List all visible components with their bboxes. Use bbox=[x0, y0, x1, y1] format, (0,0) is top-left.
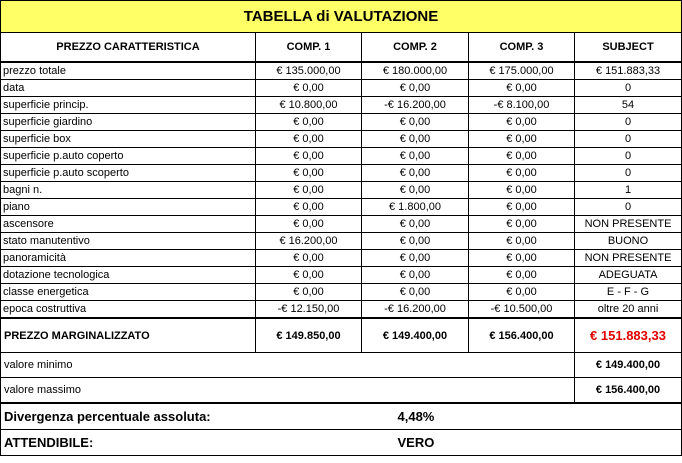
cell-subject[interactable]: 0 bbox=[575, 165, 682, 182]
cell-comp-3[interactable]: € 0,00 bbox=[469, 267, 575, 284]
cell-comp-2[interactable]: € 0,00 bbox=[362, 250, 469, 267]
header-subject[interactable]: SUBJECT bbox=[575, 33, 682, 63]
cell-comp-1[interactable]: € 0,00 bbox=[256, 165, 362, 182]
table-row bbox=[1, 165, 682, 182]
cell-label[interactable]: epoca costruttiva bbox=[1, 301, 256, 319]
cell-label[interactable]: superficie giardino bbox=[1, 114, 256, 131]
divergenza-value[interactable]: 4,48% bbox=[362, 403, 575, 430]
attendibile-label[interactable]: ATTENDIBILE: bbox=[1, 430, 362, 456]
cell-label[interactable]: panoramicità bbox=[1, 250, 256, 267]
cell-label[interactable]: data bbox=[1, 80, 256, 97]
table-row bbox=[1, 148, 682, 165]
table-row bbox=[1, 114, 682, 131]
cell-comp-2[interactable]: € 0,00 bbox=[362, 148, 469, 165]
cell-comp-2[interactable]: € 0,00 bbox=[362, 267, 469, 284]
cell-comp-3[interactable]: € 175.000,00 bbox=[469, 62, 575, 80]
min-value[interactable]: € 149.400,00 bbox=[575, 353, 682, 378]
cell-comp-2[interactable]: -€ 16.200,00 bbox=[362, 97, 469, 114]
cell-label[interactable]: superficie box bbox=[1, 131, 256, 148]
cell-subject[interactable]: 0 bbox=[575, 199, 682, 216]
cell-label[interactable]: superficie princip. bbox=[1, 97, 256, 114]
title-row bbox=[1, 1, 682, 33]
marginalizzato-label[interactable]: PREZZO MARGINALIZZATO bbox=[1, 318, 256, 353]
cell-comp-1[interactable]: € 0,00 bbox=[256, 216, 362, 233]
cell-subject[interactable]: € 151.883,33 bbox=[575, 62, 682, 80]
table-row bbox=[1, 131, 682, 148]
table-row bbox=[1, 199, 682, 216]
marginalizzato-comp-2[interactable]: € 149.400,00 bbox=[362, 318, 469, 353]
marginalizzato-comp-1[interactable]: € 149.850,00 bbox=[256, 318, 362, 353]
cell-comp-3[interactable]: € 0,00 bbox=[469, 284, 575, 301]
cell-subject[interactable]: E - F - G bbox=[575, 284, 682, 301]
cell-comp-2[interactable]: € 0,00 bbox=[362, 114, 469, 131]
cell-comp-1[interactable]: € 0,00 bbox=[256, 284, 362, 301]
cell-comp-3[interactable]: -€ 8.100,00 bbox=[469, 97, 575, 114]
cell-comp-2[interactable]: € 0,00 bbox=[362, 284, 469, 301]
attendibile-empty bbox=[575, 430, 682, 456]
marginalizzato-row bbox=[1, 318, 682, 353]
cell-comp-1[interactable]: € 0,00 bbox=[256, 267, 362, 284]
cell-comp-3[interactable]: -€ 10.500,00 bbox=[469, 301, 575, 319]
cell-comp-2[interactable]: € 0,00 bbox=[362, 131, 469, 148]
max-row bbox=[1, 378, 682, 404]
attendibile-row bbox=[1, 430, 682, 456]
cell-label[interactable]: dotazione tecnologica bbox=[1, 267, 256, 284]
cell-comp-2[interactable]: € 1.800,00 bbox=[362, 199, 469, 216]
cell-subject[interactable]: 0 bbox=[575, 80, 682, 97]
cell-comp-2[interactable]: -€ 16.200,00 bbox=[362, 301, 469, 319]
cell-comp-1[interactable]: € 0,00 bbox=[256, 250, 362, 267]
header-prezzo-caratteristica[interactable]: PREZZO CARATTERISTICA bbox=[1, 33, 256, 63]
table-row bbox=[1, 62, 682, 80]
table-row bbox=[1, 250, 682, 267]
cell-label[interactable]: prezzo totale bbox=[1, 62, 256, 80]
header-row bbox=[1, 33, 682, 63]
header-comp-3[interactable]: COMP. 3 bbox=[469, 33, 575, 63]
divergenza-label[interactable]: Divergenza percentuale assoluta: bbox=[1, 403, 362, 430]
cell-subject[interactable]: 54 bbox=[575, 97, 682, 114]
cell-comp-1[interactable]: € 16.200,00 bbox=[256, 233, 362, 250]
cell-comp-1[interactable]: € 10.800,00 bbox=[256, 97, 362, 114]
cell-subject[interactable]: 1 bbox=[575, 182, 682, 199]
cell-subject[interactable]: 0 bbox=[575, 148, 682, 165]
cell-comp-1[interactable]: € 0,00 bbox=[256, 80, 362, 97]
table-row bbox=[1, 233, 682, 250]
cell-comp-3[interactable]: € 0,00 bbox=[469, 182, 575, 199]
attendibile-value[interactable]: VERO bbox=[362, 430, 575, 456]
cell-label[interactable]: superficie p.auto coperto bbox=[1, 148, 256, 165]
divergenza-empty bbox=[575, 403, 682, 430]
cell-comp-3[interactable]: € 0,00 bbox=[469, 233, 575, 250]
cell-subject[interactable]: ADEGUATA bbox=[575, 267, 682, 284]
cell-comp-1[interactable]: -€ 12.150,00 bbox=[256, 301, 362, 319]
cell-comp-1[interactable]: € 0,00 bbox=[256, 182, 362, 199]
table-row bbox=[1, 284, 682, 301]
cell-comp-3[interactable]: € 0,00 bbox=[469, 148, 575, 165]
divergenza-row bbox=[1, 403, 682, 430]
cell-comp-3[interactable]: € 0,00 bbox=[469, 250, 575, 267]
table-row bbox=[1, 267, 682, 284]
max-label[interactable]: valore massimo bbox=[1, 378, 575, 404]
cell-comp-1[interactable]: € 0,00 bbox=[256, 148, 362, 165]
cell-comp-3[interactable]: € 0,00 bbox=[469, 165, 575, 182]
cell-subject[interactable]: 0 bbox=[575, 131, 682, 148]
header-comp-2[interactable]: COMP. 2 bbox=[362, 33, 469, 63]
cell-label[interactable]: stato manutentivo bbox=[1, 233, 256, 250]
cell-comp-3[interactable]: € 0,00 bbox=[469, 131, 575, 148]
cell-label[interactable]: superficie p.auto scoperto bbox=[1, 165, 256, 182]
cell-label[interactable]: ascensore bbox=[1, 216, 256, 233]
cell-comp-2[interactable]: € 0,00 bbox=[362, 233, 469, 250]
cell-comp-2[interactable]: € 0,00 bbox=[362, 216, 469, 233]
cell-comp-1[interactable]: € 135.000,00 bbox=[256, 62, 362, 80]
cell-label[interactable]: bagni n. bbox=[1, 182, 256, 199]
table-title: TABELLA di VALUTAZIONE bbox=[1, 1, 682, 33]
cell-comp-3[interactable]: € 0,00 bbox=[469, 199, 575, 216]
marginalizzato-subject[interactable]: € 151.883,33 bbox=[575, 318, 682, 353]
cell-subject[interactable]: 0 bbox=[575, 114, 682, 131]
cell-comp-2[interactable]: € 0,00 bbox=[362, 80, 469, 97]
marginalizzato-comp-3[interactable]: € 156.400,00 bbox=[469, 318, 575, 353]
table-row bbox=[1, 216, 682, 233]
cell-subject[interactable]: oltre 20 anni bbox=[575, 301, 682, 319]
cell-subject[interactable]: NON PRESENTE bbox=[575, 250, 682, 267]
header-comp-1[interactable]: COMP. 1 bbox=[256, 33, 362, 63]
cell-comp-3[interactable]: € 0,00 bbox=[469, 216, 575, 233]
cell-comp-2[interactable]: € 0,00 bbox=[362, 165, 469, 182]
min-row bbox=[1, 353, 682, 378]
cell-comp-1[interactable]: € 0,00 bbox=[256, 114, 362, 131]
cell-label[interactable]: piano bbox=[1, 199, 256, 216]
cell-comp-2[interactable]: € 0,00 bbox=[362, 182, 469, 199]
table-row bbox=[1, 182, 682, 199]
cell-label[interactable]: classe energetica bbox=[1, 284, 256, 301]
table-row bbox=[1, 301, 682, 319]
max-value[interactable]: € 156.400,00 bbox=[575, 378, 682, 404]
cell-comp-1[interactable]: € 0,00 bbox=[256, 199, 362, 216]
min-label[interactable]: valore minimo bbox=[1, 353, 575, 378]
cell-comp-2[interactable]: € 180.000,00 bbox=[362, 62, 469, 80]
cell-subject[interactable]: BUONO bbox=[575, 233, 682, 250]
table-row bbox=[1, 97, 682, 114]
cell-subject[interactable]: NON PRESENTE bbox=[575, 216, 682, 233]
cell-comp-3[interactable]: € 0,00 bbox=[469, 80, 575, 97]
cell-comp-1[interactable]: € 0,00 bbox=[256, 131, 362, 148]
cell-comp-3[interactable]: € 0,00 bbox=[469, 114, 575, 131]
table-row bbox=[1, 80, 682, 97]
